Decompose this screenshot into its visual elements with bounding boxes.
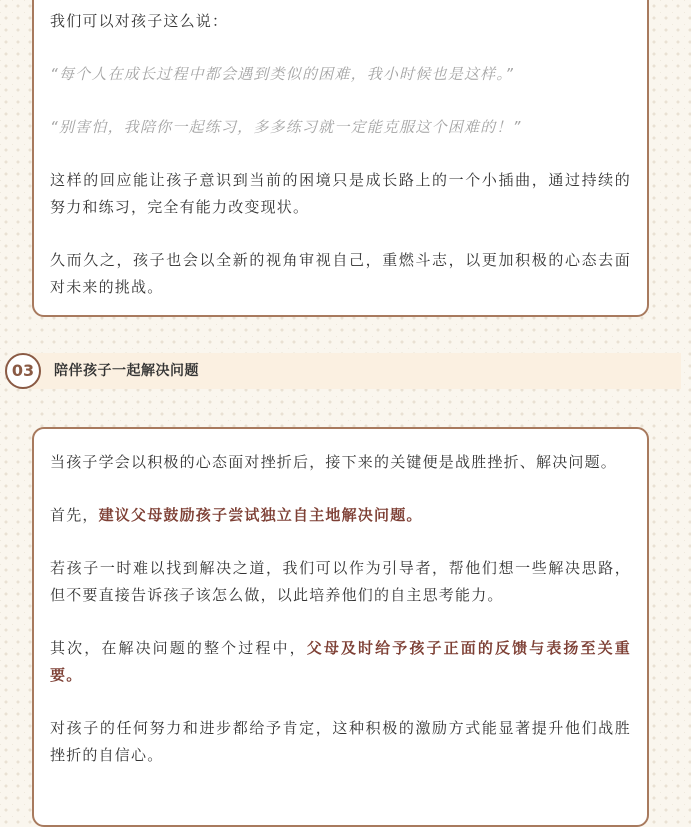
section-number-badge: 03 <box>5 353 41 389</box>
section-title: 陪伴孩子一起解决问题 <box>54 363 199 379</box>
paragraph-first <box>50 502 631 529</box>
paragraph-guide: 若孩子一时难以找到解决之道，我们可以作为引导者，帮他们想一些解决思路，但不要直接告诉孩子该怎么做，以此培养他们的自主思考能力。 <box>50 559 631 604</box>
quote-growth: “每个人在成长过程中都会遇到类似的困难，我小时候也是这样。” <box>50 65 515 83</box>
paragraph-second-lead: 其次，在解决问题的整个过程中， <box>50 639 307 657</box>
paragraph-response: 这样的回应能让孩子意识到当前的困境只是成长路上的一个小插曲，通过持续的努力和练习，完全有能力改变现状。 <box>50 171 631 216</box>
paragraph-second-emphasis: 父母及时给予孩子正面的反馈与表扬至关重要。 <box>50 639 631 684</box>
paragraph-solve-intro: 当孩子学会以积极的心态面对挫折后，接下来的关键便是战胜挫折、解决问题。 <box>50 453 618 471</box>
paragraph-intro: 我们可以对孩子这么说： <box>50 12 229 30</box>
content-card-bottom <box>32 427 649 827</box>
quote-practice: “别害怕，我陪你一起练习，多多练习就一定能克服这个困难的！” <box>50 118 522 136</box>
section-header <box>0 353 691 389</box>
paragraph-perspective: 久而久之，孩子也会以全新的视角审视自己，重燃斗志，以更加积极的心态去面对未来的挑战。 <box>50 251 631 296</box>
paragraph-first-emphasis: 建议父母鼓励孩子尝试独立自主地解决问题。 <box>98 506 423 524</box>
paragraph-first-lead: 首先， <box>50 506 99 524</box>
paragraph-second <box>50 635 631 689</box>
content-card-top <box>32 0 649 317</box>
paragraph-affirm: 对孩子的任何努力和进步都给予肯定，这种积极的激励方式能显著提升他们战胜挫折的自信心。 <box>50 719 631 764</box>
